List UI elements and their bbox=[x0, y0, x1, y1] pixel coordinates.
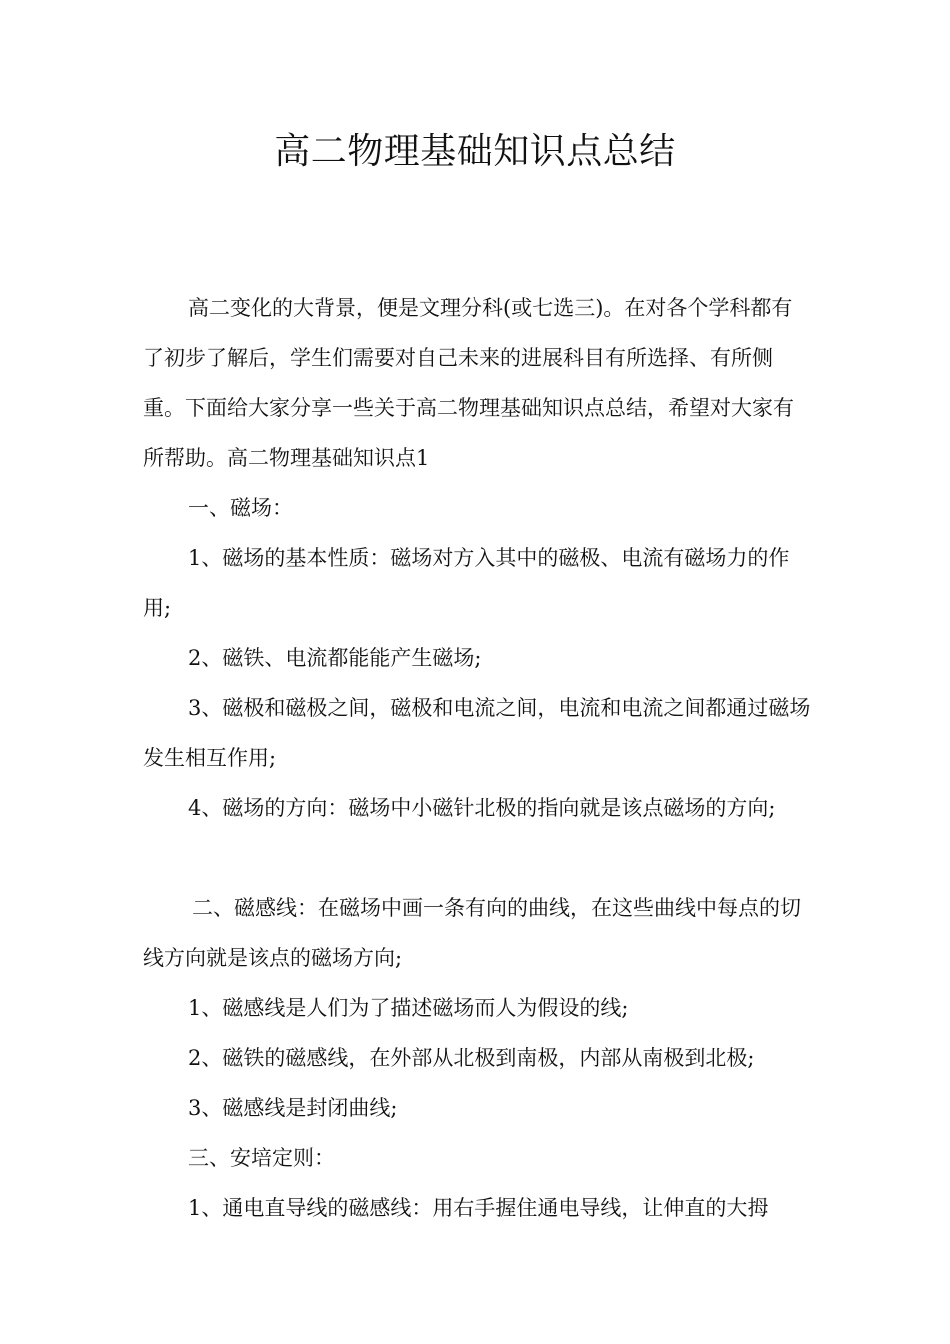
intro-paragraph: 高二变化的大背景，便是文理分科(或七选三)。在对各个学科都有了初步了解后，学生们需要对自己未来的进展科目有所选择、有所侧重。下面给大家分享一些关于高二物理基础知识点总结，希望对大家有所帮助。高二物理基础知识点1 bbox=[143, 296, 794, 470]
list-item: 2、磁铁、电流都能能产生磁场; bbox=[188, 646, 482, 670]
list-item: 3、磁感线是封闭曲线; bbox=[188, 1096, 398, 1120]
paragraph-spacer bbox=[143, 833, 811, 883]
list-item: 1、通电直导线的磁感线：用右手握住通电导线，让伸直的大拇 bbox=[188, 1196, 769, 1220]
section-heading-ampere-rule: 三、安培定则： bbox=[188, 1146, 335, 1170]
list-item: 3、磁极和磁极之间，磁极和电流之间，电流和电流之间都通过磁场发生相互作用; bbox=[143, 696, 811, 770]
document-body bbox=[143, 283, 811, 1233]
section-heading-field-lines: 二、磁感线：在磁场中画一条有向的曲线，在这些曲线中每点的切线方向就是该点的磁场方向; bbox=[143, 896, 801, 970]
document-title: 高二物理基础知识点总结 bbox=[274, 131, 676, 172]
list-item: 2、磁铁的磁感线，在外部从北极到南极，内部从南极到北极; bbox=[188, 1046, 755, 1070]
list-item: 4、磁场的方向：磁场中小磁针北极的指向就是该点磁场的方向; bbox=[188, 796, 776, 820]
list-item: 1、磁场的基本性质：磁场对方入其中的磁极、电流有磁场力的作用; bbox=[143, 546, 790, 620]
section-heading-magnetic-field: 一、磁场： bbox=[188, 496, 293, 520]
list-item: 1、磁感线是人们为了描述磁场而人为假设的线; bbox=[188, 996, 629, 1020]
